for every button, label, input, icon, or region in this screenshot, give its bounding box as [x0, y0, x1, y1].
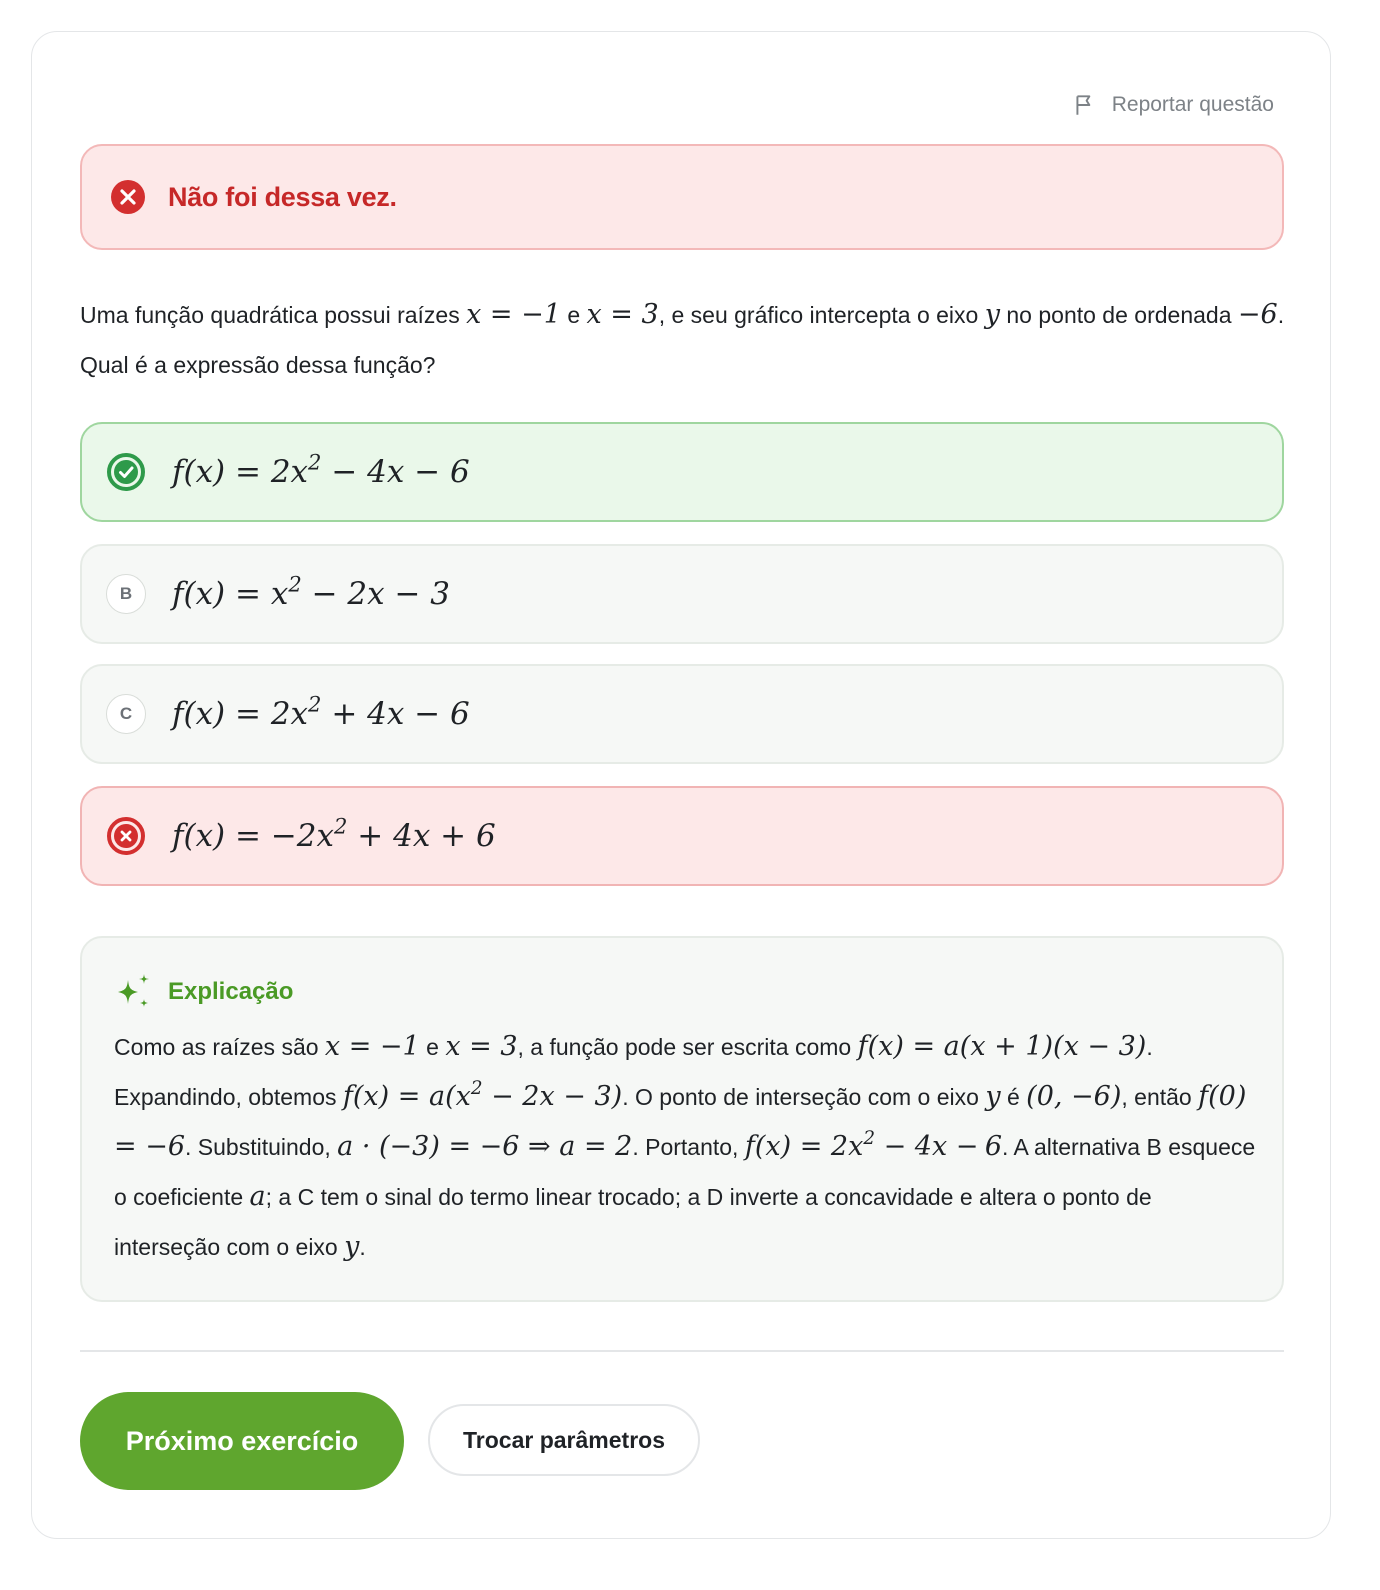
- text-part: e: [426, 1034, 439, 1060]
- text-part: então: [1134, 1084, 1192, 1110]
- math-expression: x = 3: [586, 299, 659, 330]
- option-a-marker: [106, 452, 146, 492]
- question-text-part: no ponto de ordenada: [1006, 302, 1232, 328]
- report-question-button[interactable]: [1072, 90, 1274, 120]
- formula-part: − 2x − 3: [301, 576, 451, 612]
- option-d-formula: [172, 813, 496, 854]
- option-a[interactable]: [80, 422, 1284, 522]
- footer-divider: [80, 1350, 1284, 1352]
- formula-exponent: 2: [288, 571, 302, 597]
- math-expression: 6: [984, 1131, 1002, 1162]
- text-part: . O ponto de interseção com o eixo: [622, 1084, 979, 1110]
- feedback-banner: [80, 144, 1284, 250]
- question-text-part: , e seu gráfico intercepta o eixo: [658, 302, 979, 328]
- formula-exponent: 2: [334, 813, 348, 839]
- text-part: .: [1146, 1034, 1153, 1060]
- question-text-part: . Qual é a expressão dessa função?: [80, 302, 1285, 378]
- formula-part: f(x) = 2x: [172, 696, 309, 732]
- x-circle-icon: [110, 179, 146, 215]
- math-expression: x = −1: [324, 1031, 420, 1062]
- option-c-marker: [106, 694, 146, 734]
- next-exercise-button[interactable]: Próximo exercício: [80, 1392, 404, 1490]
- option-c-formula: [172, 691, 470, 732]
- exercise-card: [31, 31, 1331, 1539]
- math-part: f(x) = a(x: [342, 1081, 471, 1112]
- change-parameters-button[interactable]: Trocar parâmetros: [428, 1404, 700, 1476]
- math-expression: f(x) = a(x + 1)(x − 3): [857, 1031, 1147, 1062]
- option-d[interactable]: [80, 786, 1284, 886]
- text-part: .: [359, 1234, 366, 1260]
- math-expression: a · (−3) = −6 ⇒ a = 2: [337, 1131, 633, 1162]
- formula-part: + 4x + 6: [347, 818, 496, 854]
- math-part: f(x) = 2x: [744, 1131, 864, 1162]
- option-c[interactable]: [80, 664, 1284, 764]
- option-b-marker: [106, 574, 146, 614]
- formula-part: f(x) = x: [172, 576, 289, 612]
- question-text-part: Uma função quadrática possui raízes: [80, 302, 460, 328]
- text-part: Expandindo, obtemos: [114, 1084, 337, 1110]
- feedback-text: Não foi dessa vez.: [168, 181, 397, 212]
- text-part: é: [1006, 1084, 1020, 1110]
- formula-exponent: 2: [308, 449, 322, 475]
- sparkles-icon: [114, 972, 154, 1012]
- formula-part: + 4x − 6: [321, 696, 470, 732]
- option-b-formula: [172, 571, 451, 612]
- text-part: . A alternativa B esquece o coeficiente: [114, 1134, 1256, 1210]
- x-circle-icon: [106, 816, 146, 856]
- option-d-marker: [106, 816, 146, 856]
- text-part: Como as raízes são: [114, 1034, 319, 1060]
- text-part: . Portanto,: [632, 1134, 739, 1160]
- report-question-label: Reportar questão: [1111, 93, 1274, 116]
- question-text-part: e: [567, 302, 581, 328]
- math-expression: (0, −6): [1026, 1081, 1122, 1112]
- math-expression: [744, 1127, 979, 1162]
- math-expression: y: [984, 299, 1000, 330]
- question-text: [80, 290, 1290, 390]
- formula-exponent: 2: [308, 691, 322, 717]
- explanation-panel: [80, 936, 1284, 1302]
- check-circle-icon: [106, 452, 146, 492]
- math-expression: f(0) = −6: [114, 1081, 1247, 1162]
- formula-part: − 4x − 6: [321, 454, 470, 490]
- formula-part: f(x) = 2x: [172, 454, 309, 490]
- math-expression: y: [344, 1231, 360, 1262]
- math-expression: y: [985, 1081, 1001, 1112]
- math-part: − 2x − 3): [482, 1081, 623, 1112]
- flag-icon: [1072, 92, 1098, 118]
- math-expression: x = 3: [445, 1031, 518, 1062]
- formula-part: f(x) = −2x: [172, 818, 335, 854]
- option-letter: B: [106, 574, 146, 614]
- math-exponent: 2: [470, 1077, 483, 1099]
- option-b[interactable]: [80, 544, 1284, 644]
- math-expression: −6: [1237, 299, 1278, 330]
- math-exponent: 2: [863, 1127, 876, 1149]
- explanation-header: [114, 972, 293, 1012]
- math-expression: x = −1: [466, 299, 561, 330]
- text-part: ,: [1121, 1084, 1128, 1110]
- text-part: , a função pode ser escrita como: [517, 1034, 852, 1060]
- explanation-title: Explicação: [168, 978, 294, 1005]
- math-part: − 4x −: [875, 1131, 979, 1162]
- option-a-formula: [172, 449, 470, 490]
- option-letter: C: [106, 694, 146, 734]
- text-part: ; a C tem o sinal do termo linear trocado; a D inverte a concavidade e altera o ponto de interseção com o eixo: [114, 1184, 1152, 1260]
- math-expression: a: [249, 1181, 266, 1212]
- math-expression: [342, 1077, 623, 1112]
- explanation-text: [114, 1022, 1264, 1272]
- text-part: . Substituindo,: [185, 1134, 331, 1160]
